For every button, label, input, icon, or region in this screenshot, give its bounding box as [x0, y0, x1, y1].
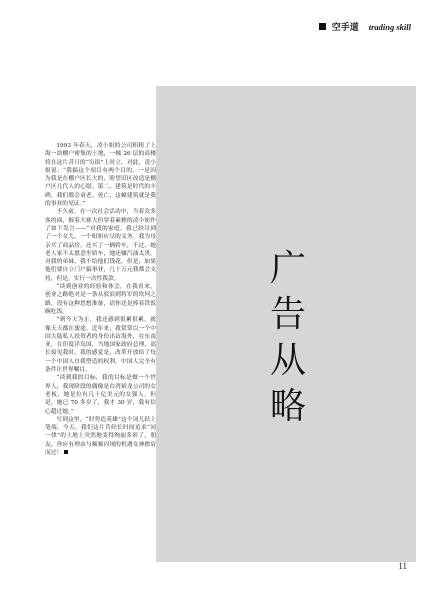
title-char-4: 略 [269, 386, 306, 427]
title-char-1: 广 [269, 248, 306, 289]
column-name: 空手道 [331, 23, 359, 33]
article-paragraph-3: “谈到创业的经验和体会，在我看来，创业之路绝对是一条从驳浪到将军的坎坷之路，没有这种思想准备，请你还是捧着铁饭碗吃饭。 [45, 284, 156, 315]
end-mark-icon [64, 450, 68, 454]
article-paragraph-6-text: 写到这里，“时势造英雄”这个词儿跃上笔端，今天，我们这片昔经长时间追求“同一律”的土地上突然地变得绚丽多彩了，朋友，你应有理由与频频闪现的机遇女神擦肩而过！ [45, 416, 156, 456]
article-paragraph-6 [45, 416, 156, 457]
article-paragraph-2: 不久前，在一次社会活动中，当着众多客的面，握着大赛大但穿着素雅的凌小姐作了如下发言——“对我的家庭，我已经尽到了一个女儿、一个姐姐应尽的义务。我为母亲买了商品房，还买了一辆轿车，不过，她老人家不太愿意坐轿车，她还嫌汽油太贵。对我的弟妹，我不给他们钱花，但是，如果他们要自立门户搞事业，几十万元我都会支持，但是，实行一次性拨款。 [45, 209, 156, 282]
page-number: 11 [398, 561, 407, 571]
column-header [319, 20, 411, 33]
article-title [266, 246, 310, 430]
title-char-3: 从 [269, 340, 306, 381]
black-square-icon [319, 23, 326, 30]
article-paragraph-5: “谈到我的目标，我的目标是做一个世界人，我现阶段的偶像是台湾裕龙公司的女老板，她是位有几十亿美元的女强人，但是，她已 70 多岁了，我才 30 岁，我有信心超过她。” [45, 375, 156, 415]
article-paragraph-1: 1993 年春天，凌小姐的公司租租了上海一块棚户密集的土地，一幢 26 层的高楼将在这片昔日的“穷街”上耸立。对此，凌小姐说：“我搞这个项目有两个目的，一是因为我是在棚户区长大的，盼望旧区改造是棚户区几代人的心愿；第二，建筑是时代的丰碑，我们都会衰老、死亡，这幢建筑就是我的事业的见证。” [45, 143, 156, 208]
title-char-2: 告 [269, 294, 306, 335]
article-paragraph-4: “到今天为止，我还感到很累很累，就像天天都在旅途。近年来，我常常以一个中国大陆私人投资者的身份出访海外，在东南亚，在印度洋岛国，当地国家政府总理、部长接见我时，我的感觉是，改革开放给了每一个中国人自我塑造的权利，中国人完全有条件让世界嘱目。 [45, 317, 156, 374]
article-body [45, 142, 156, 582]
column-name-english: trading skill [368, 21, 411, 32]
